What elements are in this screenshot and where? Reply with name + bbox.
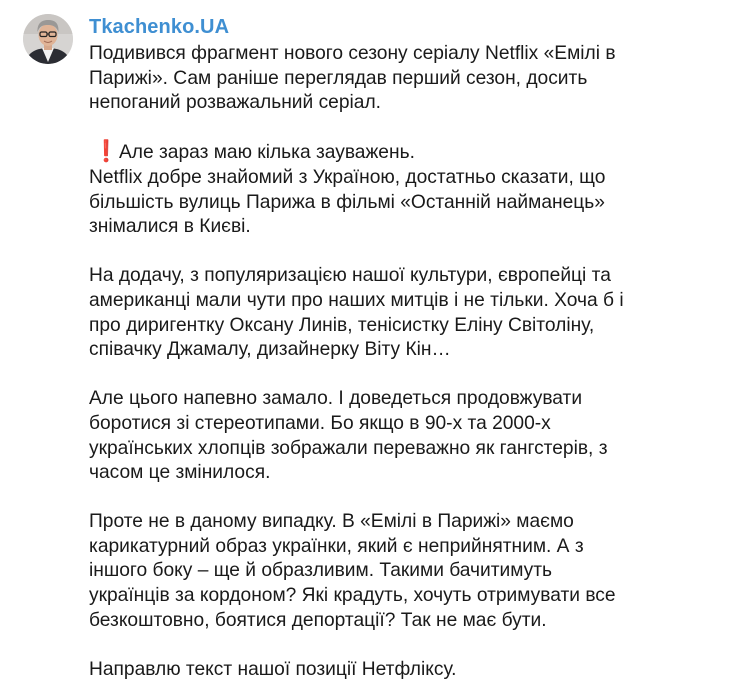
post-line: [89, 67, 729, 92]
post-text: [89, 42, 729, 679]
avatar[interactable]: [23, 14, 73, 64]
post-line-text: українців за кордоном? Які крадуть, хочуть отримувати все: [89, 585, 616, 607]
post-line: [89, 535, 729, 560]
post-line-text: українських хлопців зображали переважно як гангстерів, з: [89, 437, 608, 459]
red-exclamation-mark-icon: ❗: [93, 140, 120, 164]
post-line-text: американці мали чути про наших митців і не тільки. Хоча б і: [89, 289, 624, 311]
post-line: [89, 166, 729, 191]
post-line-text: безкоштовно, боятися депортації? Так не має бути.: [89, 609, 547, 631]
post-line: [89, 42, 729, 67]
post-line-text: непоганий розважальний серіал.: [89, 92, 381, 114]
paragraph-gap: [89, 240, 729, 265]
post-line: [89, 264, 729, 289]
post-line-text: Проте не в даному випадку. В «Емілі в Парижі» маємо: [89, 511, 574, 533]
post-line: [89, 658, 729, 679]
post-line: [89, 412, 729, 437]
post-line: [89, 91, 729, 116]
post-line: [89, 314, 729, 339]
post-line: [89, 437, 729, 462]
post-line: [89, 140, 729, 166]
channel-name[interactable]: Tkachenko.UA: [89, 16, 230, 38]
post-line: [89, 510, 729, 535]
paragraph-gap: [89, 633, 729, 658]
post-line: [89, 338, 729, 363]
post-line-text: Подивився фрагмент нового сезону серіалу Netflix «Емілі в: [89, 43, 616, 64]
paragraph-gap: [89, 486, 729, 511]
post-line: [89, 289, 729, 314]
post-line: [89, 559, 729, 584]
post-line-text: часом це змінилося.: [89, 462, 271, 484]
post-line-text: Парижі». Сам раніше переглядав перший сезон, досить: [89, 67, 588, 89]
post-line: [89, 191, 729, 216]
post-line-text: знімалися в Києві.: [89, 216, 251, 238]
paragraph-gap: [89, 116, 729, 141]
post-line-text: іншого боку – ще й образливим. Такими бачитимуть: [89, 560, 553, 582]
post-line: [89, 584, 729, 609]
post-line-text: боротися зі стереотипами. Бо якщо в 90-х та 2000-х: [89, 412, 551, 434]
avatar-photo-icon: [23, 14, 73, 64]
post-line-text: співачку Джамалу, дизайнерку Віту Кін…: [89, 339, 451, 361]
post-line: [89, 461, 729, 486]
post-line: [89, 609, 729, 634]
post-line: [89, 215, 729, 240]
post-line-text: більшість вулиць Парижа в фільмі «Останній найманець»: [89, 191, 605, 213]
post-line-text: Але зараз маю кілька зауважень.: [119, 142, 415, 164]
post-line-text: карикатурний образ українки, який є неприйнятним. А з: [89, 535, 584, 557]
post-line-text: На додачу, з популяризацією нашої культури, європейці та: [89, 265, 611, 287]
post-line: [89, 387, 729, 412]
post-line-text: Netflix добре знайомий з Україною, достатньо сказати, що: [89, 166, 606, 188]
post-line-text: Направлю текст нашої позиції Нетфліксу.: [89, 658, 457, 679]
post-line-text: Але цього напевно замало. І доведеться продовжувати: [89, 388, 583, 410]
paragraph-gap: [89, 363, 729, 388]
post-line-text: про диригентку Оксану Линів, тенісистку Еліну Світоліну,: [89, 314, 595, 336]
